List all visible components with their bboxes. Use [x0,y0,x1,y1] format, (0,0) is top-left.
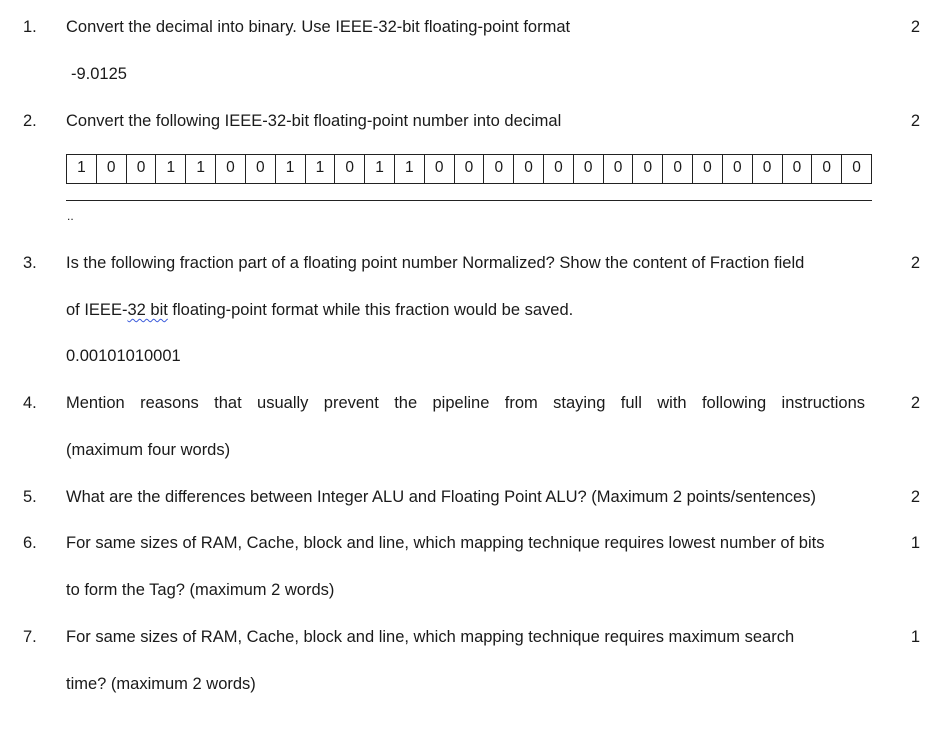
bit-cell: 0 [544,155,574,184]
question-number: 7. [23,628,37,646]
question-marks: 1 [910,534,920,552]
question-number: 2. [23,112,37,130]
bit-cell: 0 [245,155,275,184]
question-marks: 2 [910,254,920,272]
bit-cell: 0 [752,155,782,184]
decimal-value: -9.0125 [71,65,127,83]
question-marks: 1 [910,628,920,646]
bit-cell: 0 [663,155,693,184]
fraction-value: 0.00101010001 [66,347,181,365]
bit-cell: 1 [394,155,424,184]
bit-cell: 1 [67,155,97,184]
ellipsis-text: .. [67,209,74,223]
question-number: 5. [23,488,37,506]
question-text: Convert the following IEEE-32-bit floating-point number into decimal [66,112,562,130]
question-marks: 2 [910,394,920,412]
bit-cell: 0 [782,155,812,184]
bit-table [66,154,872,201]
bit-cell: 0 [722,155,752,184]
bit-cell: 0 [335,155,365,184]
question-number: 1. [23,18,37,36]
bit-cell: 0 [96,155,126,184]
bit-cell: 0 [573,155,603,184]
bit-cell: 0 [514,155,544,184]
question-text: Mention reasons that usually prevent the pipeline from staying full with following instructions [66,394,865,412]
bit-cell: 1 [186,155,216,184]
question-marks: 2 [910,18,920,36]
bit-cell: 0 [603,155,633,184]
bit-row [67,155,872,184]
bit-cell: 0 [633,155,663,184]
bit-cell: 1 [305,155,335,184]
question-number: 4. [23,394,37,412]
question-text: For same sizes of RAM, Cache, block and line, which mapping technique requires maximum search [66,628,795,646]
bit-cell: 0 [842,155,872,184]
question-text: For same sizes of RAM, Cache, block and line, which mapping technique requires lowest number of bits [66,534,825,552]
bit-cell: 0 [693,155,723,184]
bit-cell: 0 [484,155,514,184]
question-text: Is the following fraction part of a floating point number Normalized? Show the content of Fraction field [66,254,805,272]
question-text-continued: (maximum four words) [66,441,231,459]
bit-cell: 0 [216,155,246,184]
question-number: 6. [23,534,37,552]
bit-cell: 1 [156,155,186,184]
question-marks: 2 [910,488,920,506]
question-text-continued: of IEEE-32 bit floating-point format while this fraction would be saved. [66,301,574,319]
spellcheck-underline: 32 bit [127,301,168,319]
bit-cell: 0 [454,155,484,184]
question-marks: 2 [910,112,920,130]
question-text-continued: to form the Tag? (maximum 2 words) [66,581,335,599]
bit-cell: 0 [812,155,842,184]
question-number: 3. [23,254,37,272]
bit-cell: 1 [365,155,395,184]
bit-cell: 0 [126,155,156,184]
bit-cell: 0 [424,155,454,184]
question-text: What are the differences between Integer ALU and Floating Point ALU? (Maximum 2 points/sentences) [66,488,816,506]
question-text: Convert the decimal into binary. Use IEEE-32-bit floating-point format [66,18,571,36]
bit-cell: 1 [275,155,305,184]
question-text-continued: time? (maximum 2 words) [66,675,256,693]
